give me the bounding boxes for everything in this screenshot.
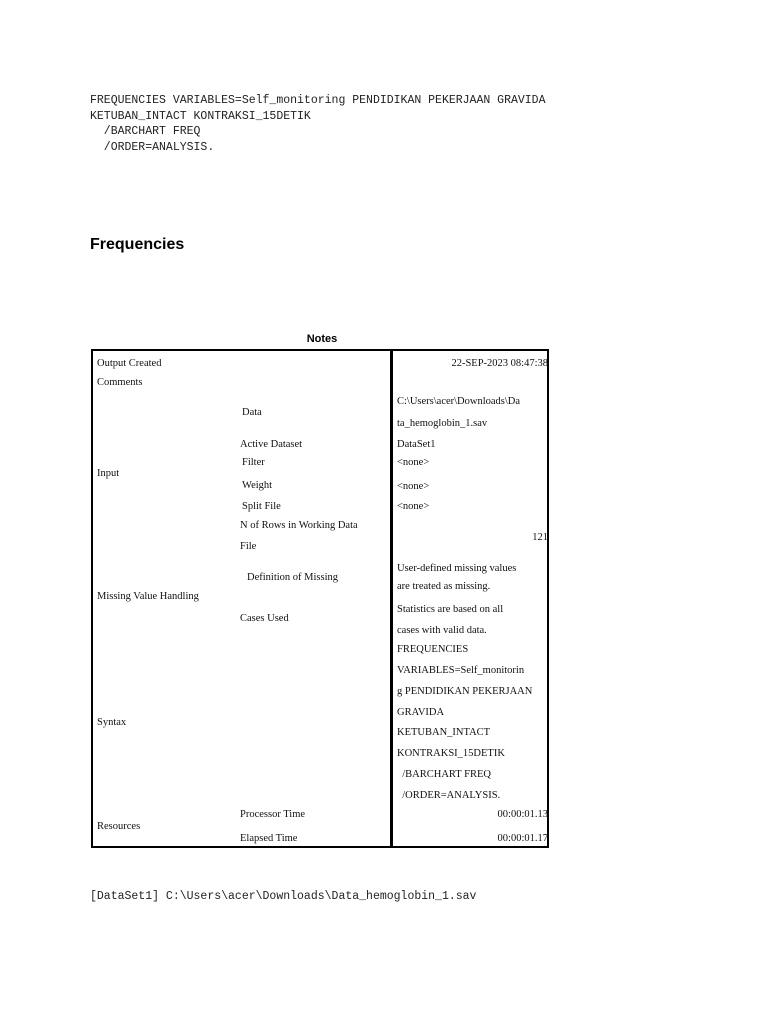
syntax-line: /BARCHART FREQ (90, 125, 201, 138)
sublabel-weight: Weight (242, 480, 273, 491)
row-label-input: Input (97, 468, 120, 479)
sublabel-cases-used: Cases Used (240, 613, 289, 624)
value-data-line1: C:\Users\acer\Downloads\Da (397, 396, 521, 407)
sublabel-n-rows-line1: N of Rows in Working Data (240, 520, 358, 531)
syntax-line: KETUBAN_INTACT KONTRAKSI_15DETIK (90, 109, 311, 123)
value-filter: <none> (397, 457, 430, 468)
value-n-rows: 121 (532, 532, 548, 543)
value-cases-used-line2: cases with valid data. (397, 625, 487, 636)
value-syntax-line: /ORDER=ANALYSIS. (397, 790, 501, 801)
value-processor-time: 00:00:01.13 (497, 809, 548, 820)
sublabel-filter: Filter (242, 457, 265, 468)
notes-table-column-divider (390, 349, 393, 848)
syntax-code-block (90, 93, 545, 155)
value-syntax-line: KETUBAN_INTACT (397, 727, 491, 738)
value-definition-line2: are treated as missing. (397, 581, 491, 592)
section-heading: Frequencies (90, 236, 185, 253)
sublabel-elapsed-time: Elapsed Time (240, 833, 298, 844)
sublabel-definition-of-missing: Definition of Missing (247, 572, 338, 583)
value-syntax-line: FREQUENCIES (397, 644, 469, 655)
row-label-missing-value-handling: Missing Value Handling (97, 591, 199, 602)
value-definition-line1: User-defined missing values (397, 563, 517, 574)
value-cases-used-line1: Statistics are based on all (397, 604, 504, 615)
value-split-file: <none> (397, 501, 430, 512)
value-syntax-line: VARIABLES=Self_monitorin (397, 665, 525, 676)
row-label-comments: Comments (97, 377, 143, 388)
value-syntax-line: /BARCHART FREQ (397, 769, 491, 780)
sublabel-processor-time: Processor Time (240, 809, 306, 820)
row-label-resources: Resources (97, 821, 141, 832)
value-weight: <none> (397, 481, 430, 492)
syntax-line: /ORDER=ANALYSIS. (90, 140, 215, 154)
value-data-line2: ta_hemoglobin_1.sav (397, 418, 488, 429)
value-syntax-line: GRAVIDA (397, 707, 445, 718)
notes-table-title: Notes (306, 333, 338, 345)
sublabel-split-file: Split File (242, 501, 281, 512)
value-elapsed-time: 00:00:01.17 (497, 833, 548, 844)
sublabel-n-rows-line2: File (240, 541, 257, 552)
sublabel-data: Data (242, 407, 262, 418)
dataset-path-line: [DataSet1] C:\Users\acer\Downloads\Data_hemoglobin_1.sav (90, 890, 477, 903)
sublabel-active-dataset: Active Dataset (240, 439, 303, 450)
value-active-dataset: DataSet1 (397, 439, 436, 450)
value-output-created: 22-SEP-2023 08:47:38 (451, 358, 548, 369)
value-syntax-line: g PENDIDIKAN PEKERJAAN (397, 686, 533, 697)
syntax-line: FREQUENCIES VARIABLES=Self_monitoring PENDIDIKAN PEKERJAAN GRAVIDA (90, 94, 546, 107)
value-syntax-line: KONTRAKSI_15DETIK (397, 748, 505, 759)
row-label-syntax: Syntax (97, 717, 127, 728)
row-label-output-created: Output Created (97, 358, 162, 369)
